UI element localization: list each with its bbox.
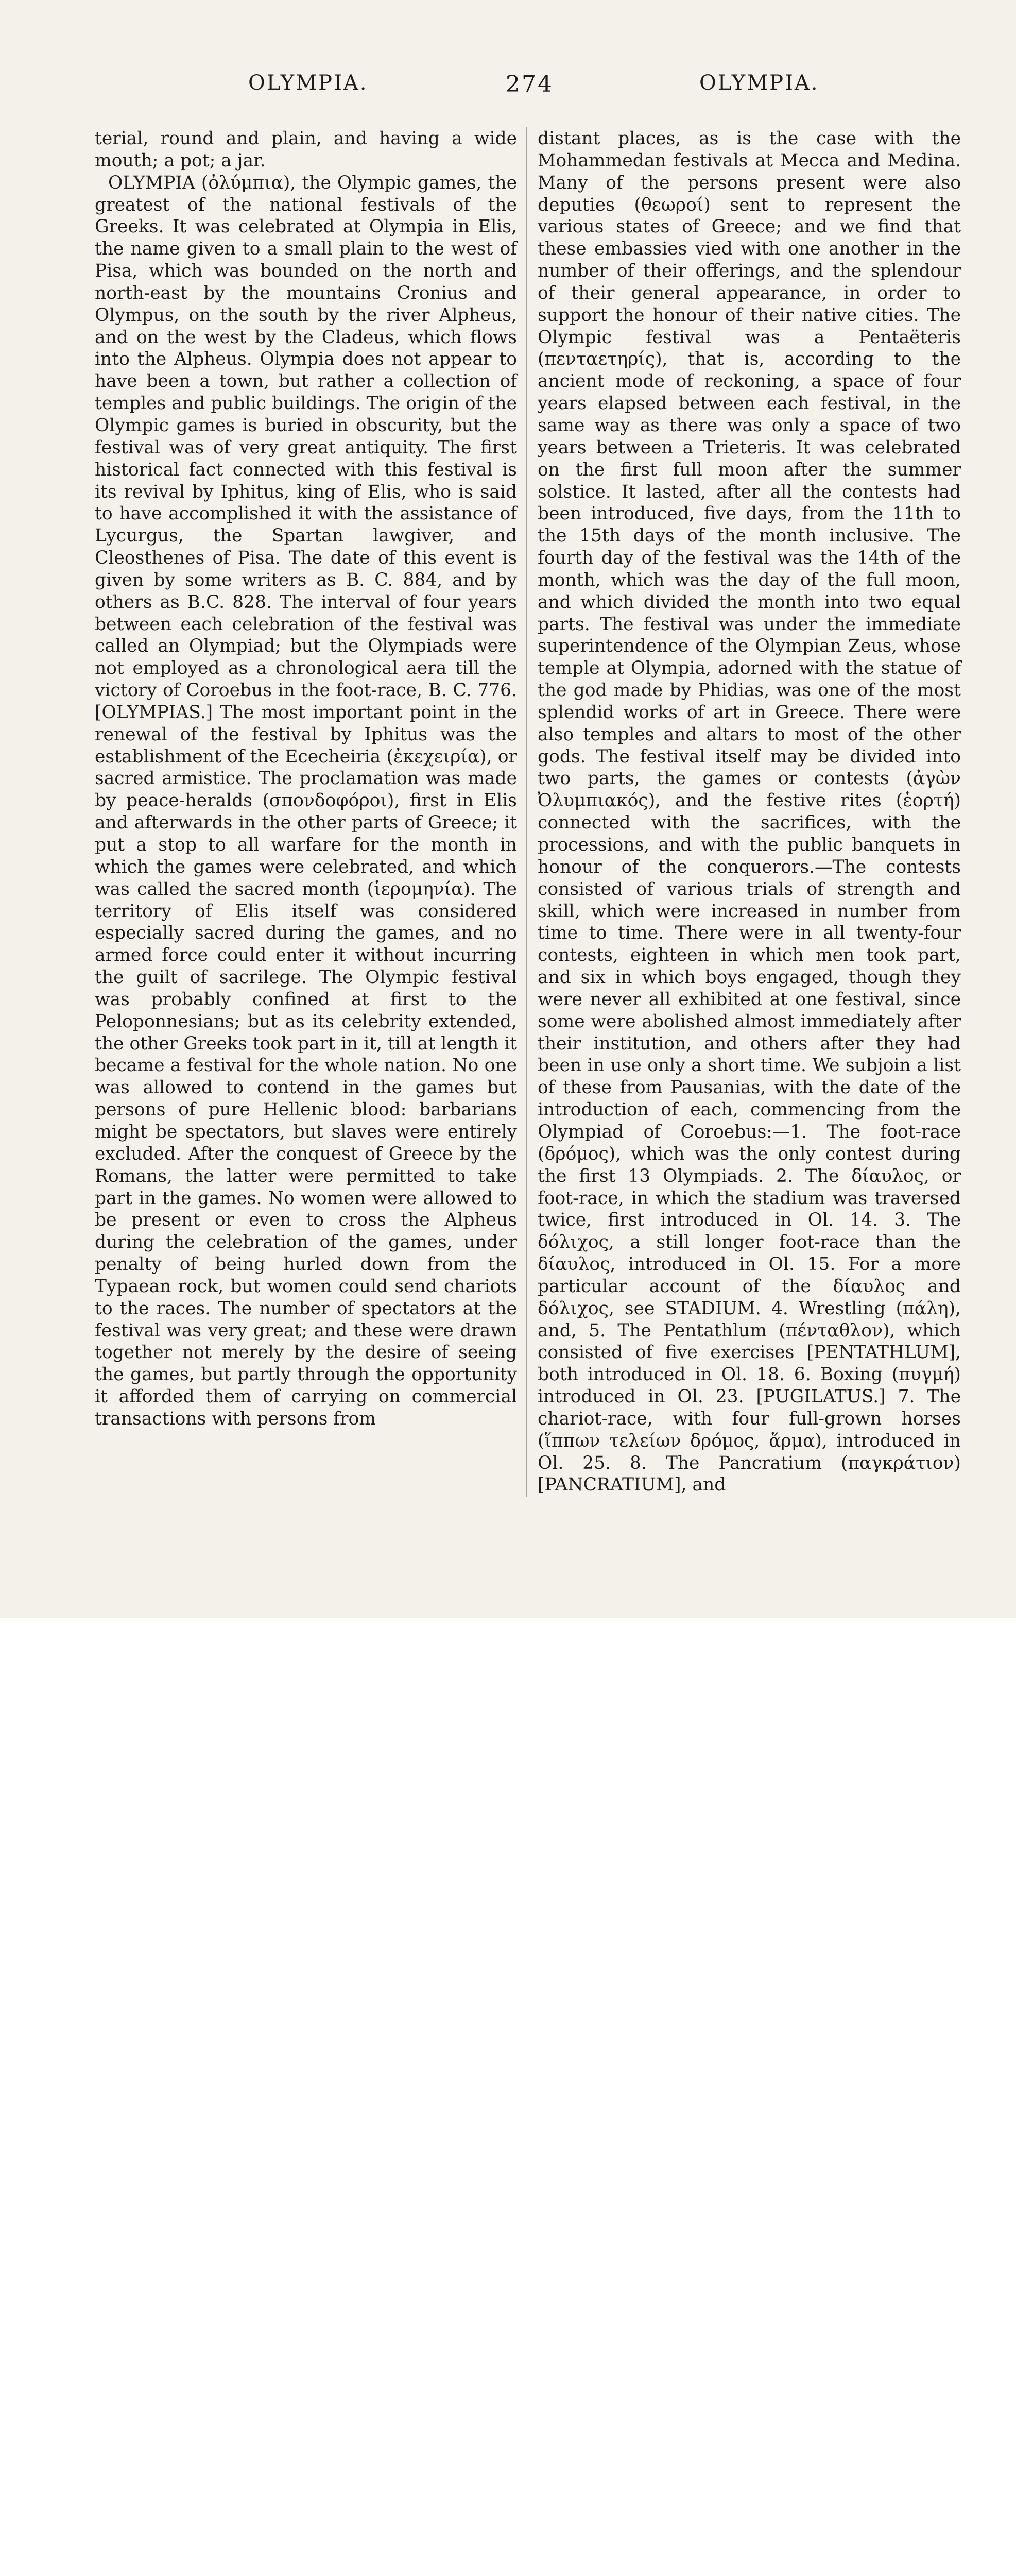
column-divider [526,127,527,1497]
left-paragraph-continued: terial, round and plain, and having a wide mouth; a pot; a jar. [95,128,517,171]
olympia-entry: OLYMPIA (ὀλύμπια), the Olympic games, the greatest of the national festivals of the Greeks. It was celebrated at Olympia in Elis, the name given to a small plain to the west of Pisa, which was bounded on the north and north-east by the mountains Cronius and Olympus, on the south by the river Alpheus, and on the west by the Cladeus, which flows into the Alpheus. Olympia does not appear to have been a town, but rather a collection of temples and public buildings. The origin of the Olympic games is buried in obscurity, but the festival was of very great antiquity. The first historical fact connected with this festival is its revival by Iphitus, king of Elis, who is said to have accomplished it with the assistance of Lycurgus, the Spartan lawgiver, and Cleosthenes of Pisa. The date of this event is given by some writers as B. C. 884, and by others as B.C. 828. The interval of four years between each celebration of the festival was called an Olympiad; but the Olympiads were not employed as a chronological aera till the victory of Coroebus in the foot-race, B. C. 776. [OLYMPIAS.] The most important point in the renewal of the festival by Iphitus was the establishment of the Ececheiria (ἐκεχειρία), or sacred armistice. The proclamation was made by peace-heralds (σπονδοφόροι), first in Elis and afterwards in the other parts of Greece; it put a stop to all warfare for the month in which the games were celebrated, and which was called the sacred month (ἱερομηνία). The territory of Elis itself was considered especially sacred during the games, and no armed force could enter it without incurring the guilt of sacrilege. The Olympic festival was probably confined at first to the Peloponnesians; but as its celebrity extended, the other Greeks took part in it, till at length it became a festival for the whole nation. No one was allowed to contend in the games but persons of pure Hellenic blood: barbarians might be spectators, but slaves were entirely excluded. After the conquest of Greece by the Romans, the latter were permitted to take part in the games. No women were allowed to be present or even to cross the Alpheus during the celebration of the games, under penalty of being hurled down from the Typaean rock, but women could send chariots to the races. The number of spectators at the festival was very great; and these were drawn together not merely by the desire of seeing the games, but partly through the opportunity it afforded them of carrying on commercial transactions with persons from [95,172,517,1429]
left-column [95,128,517,1430]
running-header [0,71,1016,102]
header-right-title: OLYMPIA. [699,71,819,95]
header-left-title: OLYMPIA. [248,71,368,95]
right-column [538,128,961,1496]
digitization-footer [0,1618,1016,1697]
right-paragraph: distant places, as is the case with the Mohammedan festivals at Mecca and Medina. Many of the persons present were also deputies (θεωροί) sent to represent the various states of Greece; and we find that these embassies vied with one another in the number of their offerings, and the splendour of their general appearance, in order to support the honour of their native cities. The Olympic festival was a Pentaëteris (πενταετηρίς), that is, according to the ancient mode of reckoning, a space of four years elapsed between each festival, in the same way as there was only a space of two years between a Trieteris. It was celebrated on the first full moon after the summer solstice. It lasted, after all the contests had been introduced, five days, from the 11th to the 15th days of the month inclusive. The fourth day of the festival was the 14th of the month, which was the day of the full moon, and which divided the month into two equal parts. The festival was under the immediate superintendence of the Olympian Zeus, whose temple at Olympia, adorned with the statue of the god made by Phidias, was one of the most splendid works of art in Greece. There were also temples and altars to most of the other gods. The festival itself may be divided into two parts, the games or contests (ἀγὼν Ὀλυμπιακός), and the festive rites (ἑορτή) connected with the sacrifices, with the processions, and with the public banquets in honour of the conquerors.—The contests consisted of various trials of strength and skill, which were increased in number from time to time. There were in all twenty-four contests, eighteen in which men took part, and six in which boys engaged, though they were never all exhibited at one festival, since some were abolished almost immediately after their institution, and others after they had been in use only a short time. We subjoin a list of these from Pausanias, with the date of the introduction of each, commencing from the Olympiad of Coroebus:—1. The foot-race (δρόμος), which was the only contest during the first 13 Olympiads. 2. The δίαυλος, or foot-race, in which the stadium was traversed twice, first introduced in Ol. 14. 3. The δόλιχος, a still longer foot-race than the δίαυλος, introduced in Ol. 15. For a more particular account of the δίαυλος and δόλιχος, see STADIUM. 4. Wrestling (πάλη), and, 5. The Pentathlum (πένταθλον), which consisted of five exercises [PENTATHLUM], both introduced in Ol. 18. 6. Boxing (πυγμή) introduced in Ol. 23. [PUGILATUS.] 7. The chariot-race, with four full-grown horses (ἵππων τελείων δρόμος, ἅρμα), introduced in Ol. 25. 8. The Pancratium (παγκράτιον) [PANCRATIUM], and [538,128,961,1496]
page-number: 274 [506,71,554,97]
